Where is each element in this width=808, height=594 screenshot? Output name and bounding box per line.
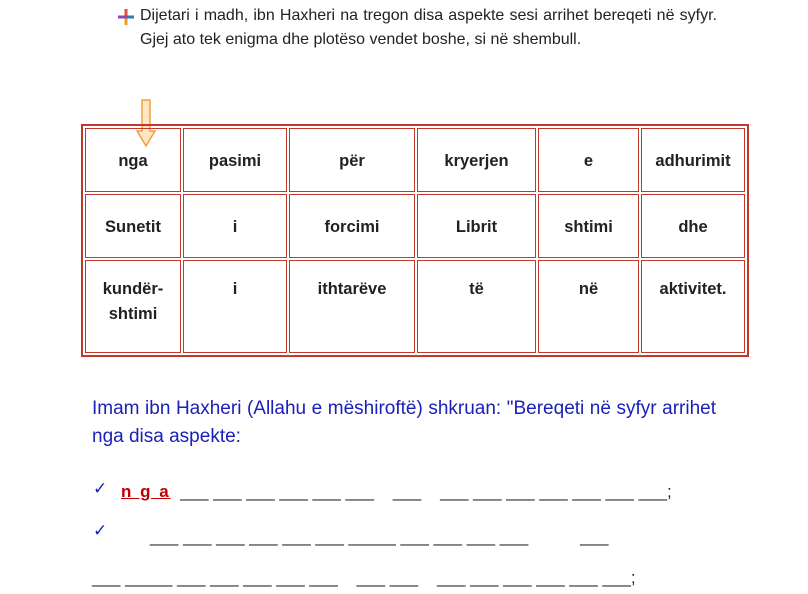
puzzle-cell: i xyxy=(183,260,287,353)
puzzle-cell: Librit xyxy=(417,194,536,258)
table-row xyxy=(85,260,745,353)
puzzle-cell: Sunetit xyxy=(85,194,181,258)
puzzle-cell: e xyxy=(538,128,639,192)
answer-line-1 xyxy=(121,482,672,502)
instructions-text: Dijetari i madh, ibn Haxheri na tregon disa aspekte sesi arrihet bereqeti në syfyr. Gjej ato tek enigma dhe plotëso vendet boshe, si në shembull. xyxy=(140,7,717,48)
puzzle-cell: forcimi xyxy=(289,194,415,258)
puzzle-cell: dhe xyxy=(641,194,745,258)
puzzle-cell: nga xyxy=(85,128,181,192)
puzzle-cell: pasimi xyxy=(183,128,287,192)
answer-blanks-3[interactable]: ___ _____ ___ ___ ___ ___ ___ ___ ___ ___ ___ ___ ___ ___ ___; xyxy=(92,568,636,587)
answer-blanks-2[interactable]: ___ ___ ___ ___ ___ ___ _____ ___ ___ ___ ___ ___ xyxy=(150,527,609,546)
quote-text: Imam ibn Haxheri (Allahu e mëshiroftë) shkruan: "Bereqeti në syfyr arrihet nga disa aspekte: xyxy=(92,398,716,447)
answer-blanks-1[interactable]: ___ ___ ___ ___ ___ ___ ___ ___ ___ ___ ___ ___ ___ ___; xyxy=(180,482,672,501)
cross-bullet-icon xyxy=(117,8,135,26)
table-row xyxy=(85,194,745,258)
puzzle-cell: kundër- shtimi xyxy=(85,260,181,353)
puzzle-cell: në xyxy=(538,260,639,353)
puzzle-cell: të xyxy=(417,260,536,353)
puzzle-cell: ithtarëve xyxy=(289,260,415,353)
puzzle-cell: aktivitet. xyxy=(641,260,745,353)
instructions-block xyxy=(117,4,717,52)
word-puzzle-table xyxy=(81,124,749,357)
puzzle-cell: adhurimit xyxy=(641,128,745,192)
checkmark-icon: ✓ xyxy=(93,479,108,498)
puzzle-cell: për xyxy=(289,128,415,192)
puzzle-cell: i xyxy=(183,194,287,258)
puzzle-cell: shtimi xyxy=(538,194,639,258)
table-row xyxy=(85,128,745,192)
example-answer: n g a xyxy=(121,482,171,501)
checkmark-icon: ✓ xyxy=(93,521,108,540)
puzzle-cell: kryerjen xyxy=(417,128,536,192)
